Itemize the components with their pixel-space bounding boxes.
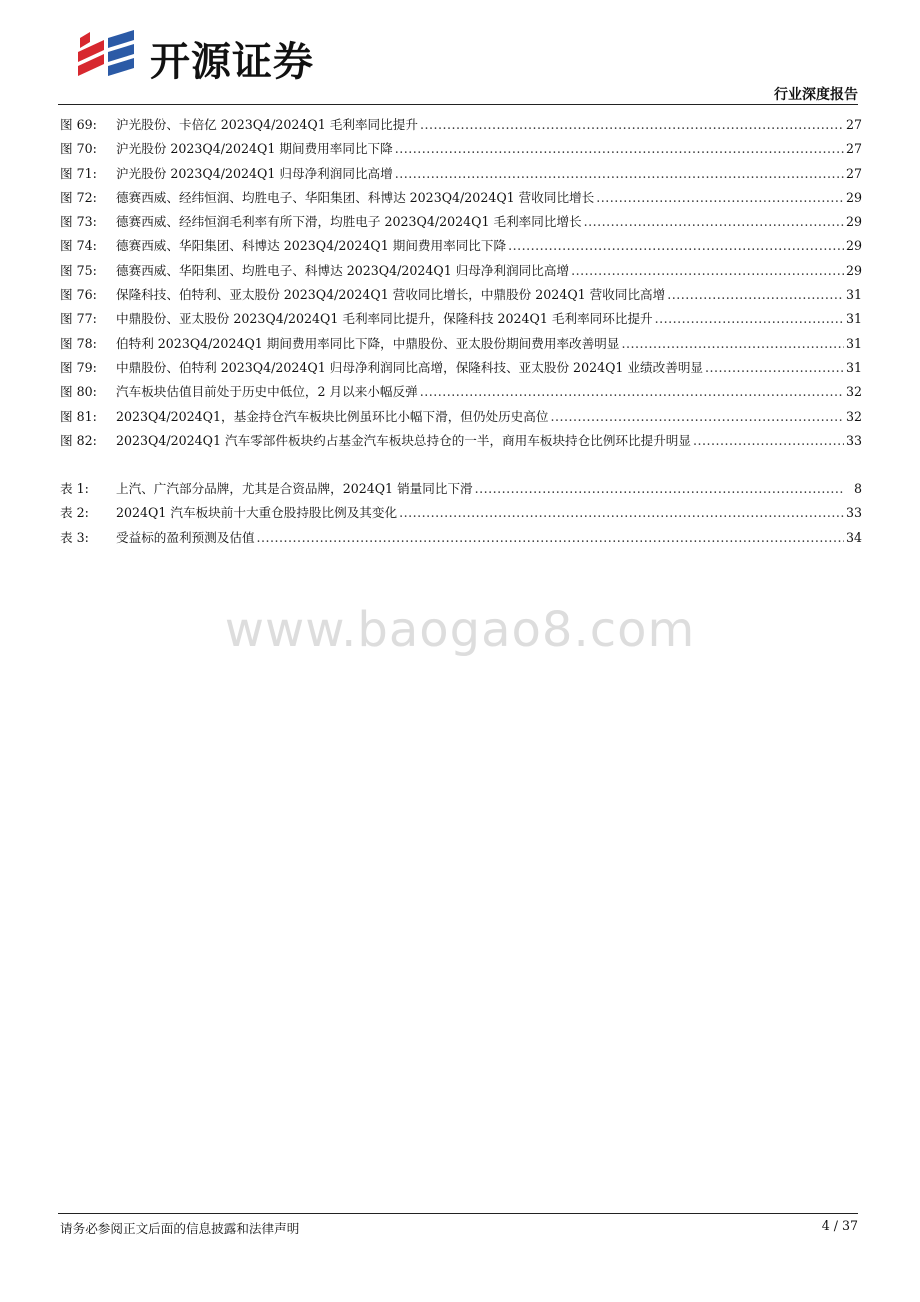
entry-title: 德赛西威、经纬恒润、均胜电子、华阳集团、科博达 2023Q4/2024Q1 营收同比增长	[116, 189, 595, 205]
entry-label: 表 1:	[60, 481, 89, 496]
report-type: 行业深度报告	[774, 87, 858, 103]
entry-title: 2023Q4/2024Q1 汽车零部件板块约占基金汽车板块总持仓的一半，商用车板块持仓比例环比提升明显	[116, 432, 691, 448]
figure-entry[interactable]	[60, 430, 862, 454]
figure-entry[interactable]	[60, 381, 862, 405]
company-logo	[76, 28, 346, 85]
dot-leader	[475, 481, 844, 496]
entry-label: 表 2:	[60, 505, 89, 521]
entry-title: 沪光股份 2023Q4/2024Q1 期间费用率同比下降	[116, 141, 393, 157]
figure-entry[interactable]	[60, 406, 862, 430]
entry-page: 29	[845, 189, 862, 205]
entry-page: 33	[845, 432, 862, 448]
entry-label: 图 77:	[60, 311, 97, 327]
figure-entry[interactable]	[60, 138, 862, 162]
entry-label: 图 72:	[60, 189, 97, 205]
entry-page: 31	[845, 359, 862, 375]
dot-leader	[399, 505, 844, 520]
entry-title: 德赛西威、华阳集团、科博达 2023Q4/2024Q1 期间费用率同比下降	[116, 238, 507, 254]
figure-entry[interactable]	[60, 235, 862, 259]
company-name: 开源证券	[150, 39, 314, 85]
entry-title: 2024Q1 汽车板块前十大重仓股持股比例及其变化	[116, 505, 398, 521]
entry-label: 图 76:	[60, 287, 97, 303]
entry-page: 29	[845, 238, 862, 254]
table-entry[interactable]	[60, 502, 862, 526]
entry-title: 汽车板块估值目前处于历史中低位，2 月以来小幅反弹	[116, 384, 418, 400]
entry-page: 32	[845, 408, 862, 424]
entry-label: 图 75:	[60, 262, 97, 278]
entry-label: 图 82:	[60, 432, 97, 448]
figure-entry[interactable]	[60, 308, 862, 332]
entry-label: 图 79:	[60, 359, 97, 375]
footer-divider	[58, 1213, 858, 1214]
entry-title: 沪光股份、卡倍亿 2023Q4/2024Q1 毛利率同比提升	[116, 117, 418, 132]
figure-entry[interactable]	[60, 187, 862, 211]
entry-title: 中鼎股份、亚太股份 2023Q4/2024Q1 毛利率同比提升，保隆科技 2024Q1 毛利率同环比提升	[116, 311, 653, 327]
dot-leader	[596, 190, 844, 205]
dot-leader	[420, 117, 844, 132]
entry-title: 受益标的盈利预测及估值	[116, 529, 255, 545]
logo-mark-icon	[76, 28, 138, 82]
dot-leader	[420, 384, 844, 399]
header-divider	[58, 104, 858, 105]
entry-page: 31	[845, 335, 862, 351]
dot-leader	[550, 409, 844, 424]
entry-label: 图 78:	[60, 335, 97, 351]
entry-page: 29	[845, 214, 862, 230]
entry-title: 上汽、广汽部分品牌，尤其是合资品牌，2024Q1 销量同比下滑	[116, 481, 473, 496]
dot-leader	[571, 263, 844, 278]
dot-leader	[655, 311, 844, 326]
entry-page: 31	[845, 311, 862, 327]
figure-entry[interactable]	[60, 333, 862, 357]
figure-entry[interactable]	[60, 114, 862, 138]
table-entry[interactable]	[60, 478, 862, 502]
entry-title: 伯特利 2023Q4/2024Q1 期间费用率同比下降，中鼎股份、亚太股份期间费用率改善明显	[116, 335, 620, 351]
table-entry[interactable]	[60, 527, 862, 551]
entry-title: 德赛西威、经纬恒润毛利率有所下滑，均胜电子 2023Q4/2024Q1 毛利率同比增长	[116, 214, 582, 230]
figure-entry[interactable]	[60, 260, 862, 284]
figure-entry[interactable]	[60, 284, 862, 308]
dot-leader	[705, 360, 844, 375]
entry-label: 图 71:	[60, 165, 97, 181]
entry-label: 图 73:	[60, 214, 97, 230]
entry-page: 8	[853, 481, 862, 496]
entry-page: 29	[845, 262, 862, 278]
dot-leader	[584, 214, 844, 229]
footer-disclaimer: 请务必参阅正文后面的信息披露和法律声明	[60, 1221, 300, 1236]
figure-list	[60, 114, 862, 454]
dot-leader	[508, 238, 844, 253]
entry-page: 27	[845, 117, 862, 132]
page-number: 4 / 37	[821, 1218, 858, 1233]
dot-leader	[621, 336, 844, 351]
entry-label: 图 80:	[60, 384, 97, 400]
dot-leader	[667, 287, 844, 302]
entry-label: 图 74:	[60, 238, 97, 254]
figure-entry[interactable]	[60, 357, 862, 381]
entry-label: 表 3:	[60, 529, 89, 545]
entry-title: 2023Q4/2024Q1，基金持仓汽车板块比例虽环比小幅下滑，但仍处历史高位	[116, 408, 549, 424]
dot-leader	[257, 530, 844, 545]
entry-label: 图 69:	[60, 117, 97, 132]
figure-entry[interactable]	[60, 211, 862, 235]
dot-leader	[395, 141, 844, 156]
dot-leader	[395, 166, 844, 181]
entry-title: 德赛西威、华阳集团、均胜电子、科博达 2023Q4/2024Q1 归母净利润同比高增	[116, 262, 570, 278]
entry-page: 32	[845, 384, 862, 400]
table-list	[60, 478, 862, 551]
watermark: www.baogao8.com	[224, 602, 696, 658]
entry-title: 沪光股份 2023Q4/2024Q1 归母净利润同比高增	[116, 165, 393, 181]
entry-page: 34	[845, 529, 862, 545]
entry-label: 图 81:	[60, 408, 97, 424]
entry-page: 27	[845, 165, 862, 181]
dot-leader	[693, 433, 844, 448]
entry-label: 图 70:	[60, 141, 97, 157]
entry-title: 中鼎股份、伯特利 2023Q4/2024Q1 归母净利润同比高增，保隆科技、亚太股份 2024Q1 业绩改善明显	[116, 359, 704, 375]
entry-page: 31	[845, 287, 862, 303]
figure-entry[interactable]	[60, 163, 862, 187]
entry-page: 33	[845, 505, 862, 521]
entry-page: 27	[845, 141, 862, 157]
entry-title: 保隆科技、伯特利、亚太股份 2023Q4/2024Q1 营收同比增长，中鼎股份 2024Q1 营收同比高增	[116, 287, 666, 303]
